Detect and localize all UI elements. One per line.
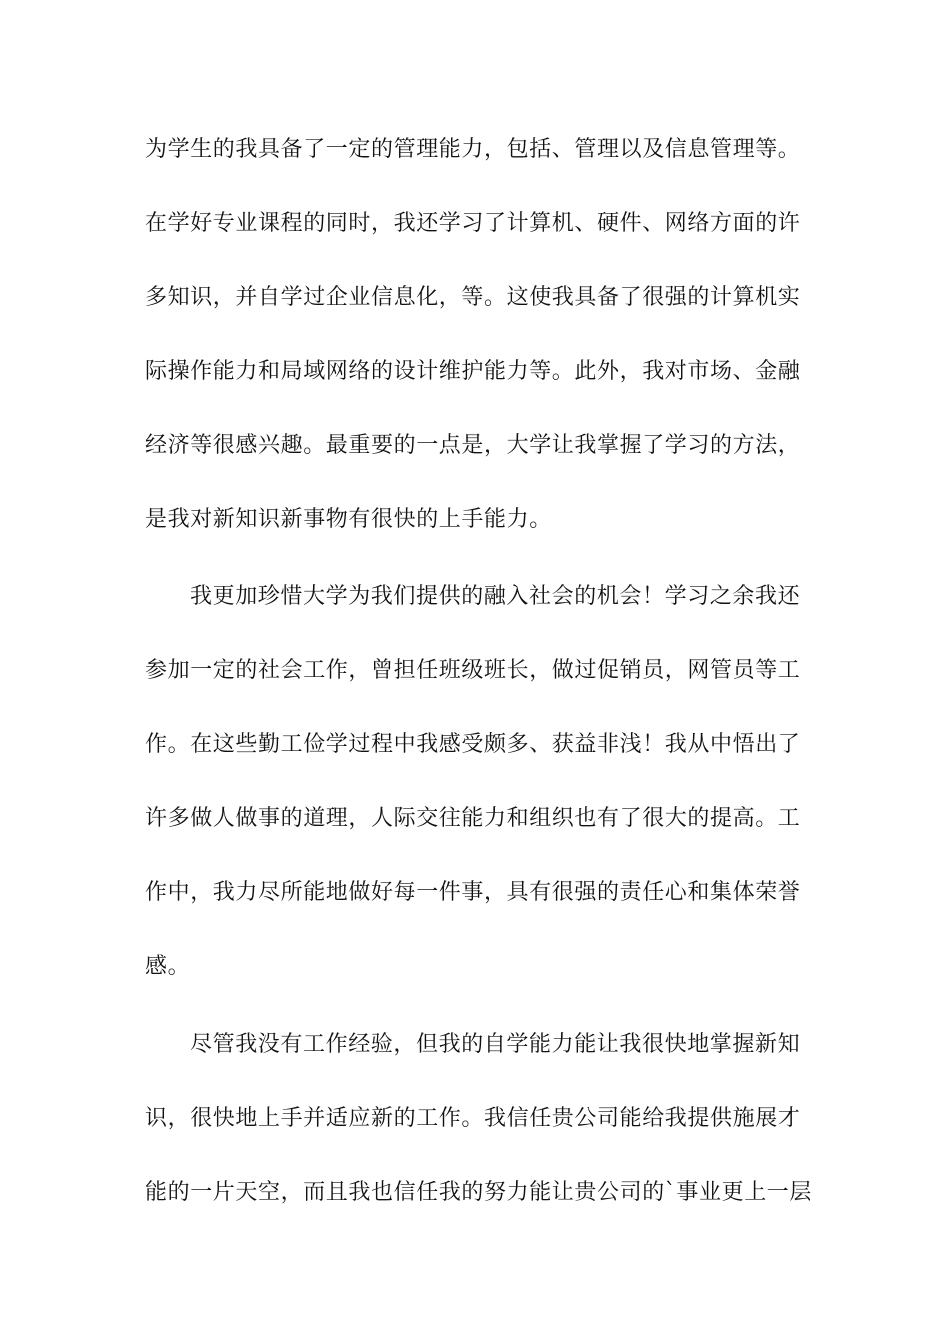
text-line: 许多做人做事的道理，人际交往能力和组织也有了很大的提高。工 [145, 806, 801, 831]
text-line: 尽管我没有工作经验，但我的自学能力能让我很快地掌握新知 [190, 1032, 801, 1057]
text-line: 参加一定的社会工作，曾担任班级班长，做过促销员，网管员等工 [145, 658, 801, 683]
text-line: 是我对新知识新事物有很快的上手能力。 [145, 507, 552, 532]
text-line: 识，很快地上手并适应新的工作。我信任贵公司能给我提供施展才 [145, 1106, 801, 1131]
text-line: 为学生的我具备了一定的管理能力，包括、管理以及信息管理等。 [145, 137, 801, 162]
text-line: 感。 [145, 954, 191, 979]
text-line: 多知识，并自学过企业信息化，等。这使我具备了很强的计算机实 [145, 285, 801, 310]
text-line: 际操作能力和局域网络的设计维护能力等。此外，我对市场、金融 [145, 359, 801, 384]
text-line: 经济等很感兴趣。最重要的一点是，大学让我掌握了学习的方法， [145, 433, 801, 458]
text-line: 我更加珍惜大学为我们提供的融入社会的机会！学习之余我还 [190, 584, 801, 609]
text-line: 作。在这些勤工俭学过程中我感受颇多、获益非浅！我从中悟出了 [145, 732, 801, 757]
text-line: 在学好专业课程的同时，我还学习了计算机、硬件、网络方面的许 [145, 211, 801, 236]
text-line: 作中，我力尽所能地做好每一件事，具有很强的责任心和集体荣誉 [145, 880, 801, 905]
text-line: 能的一片天空，而且我也信任我的努力能让贵公司的`事业更上一层 [145, 1180, 813, 1205]
